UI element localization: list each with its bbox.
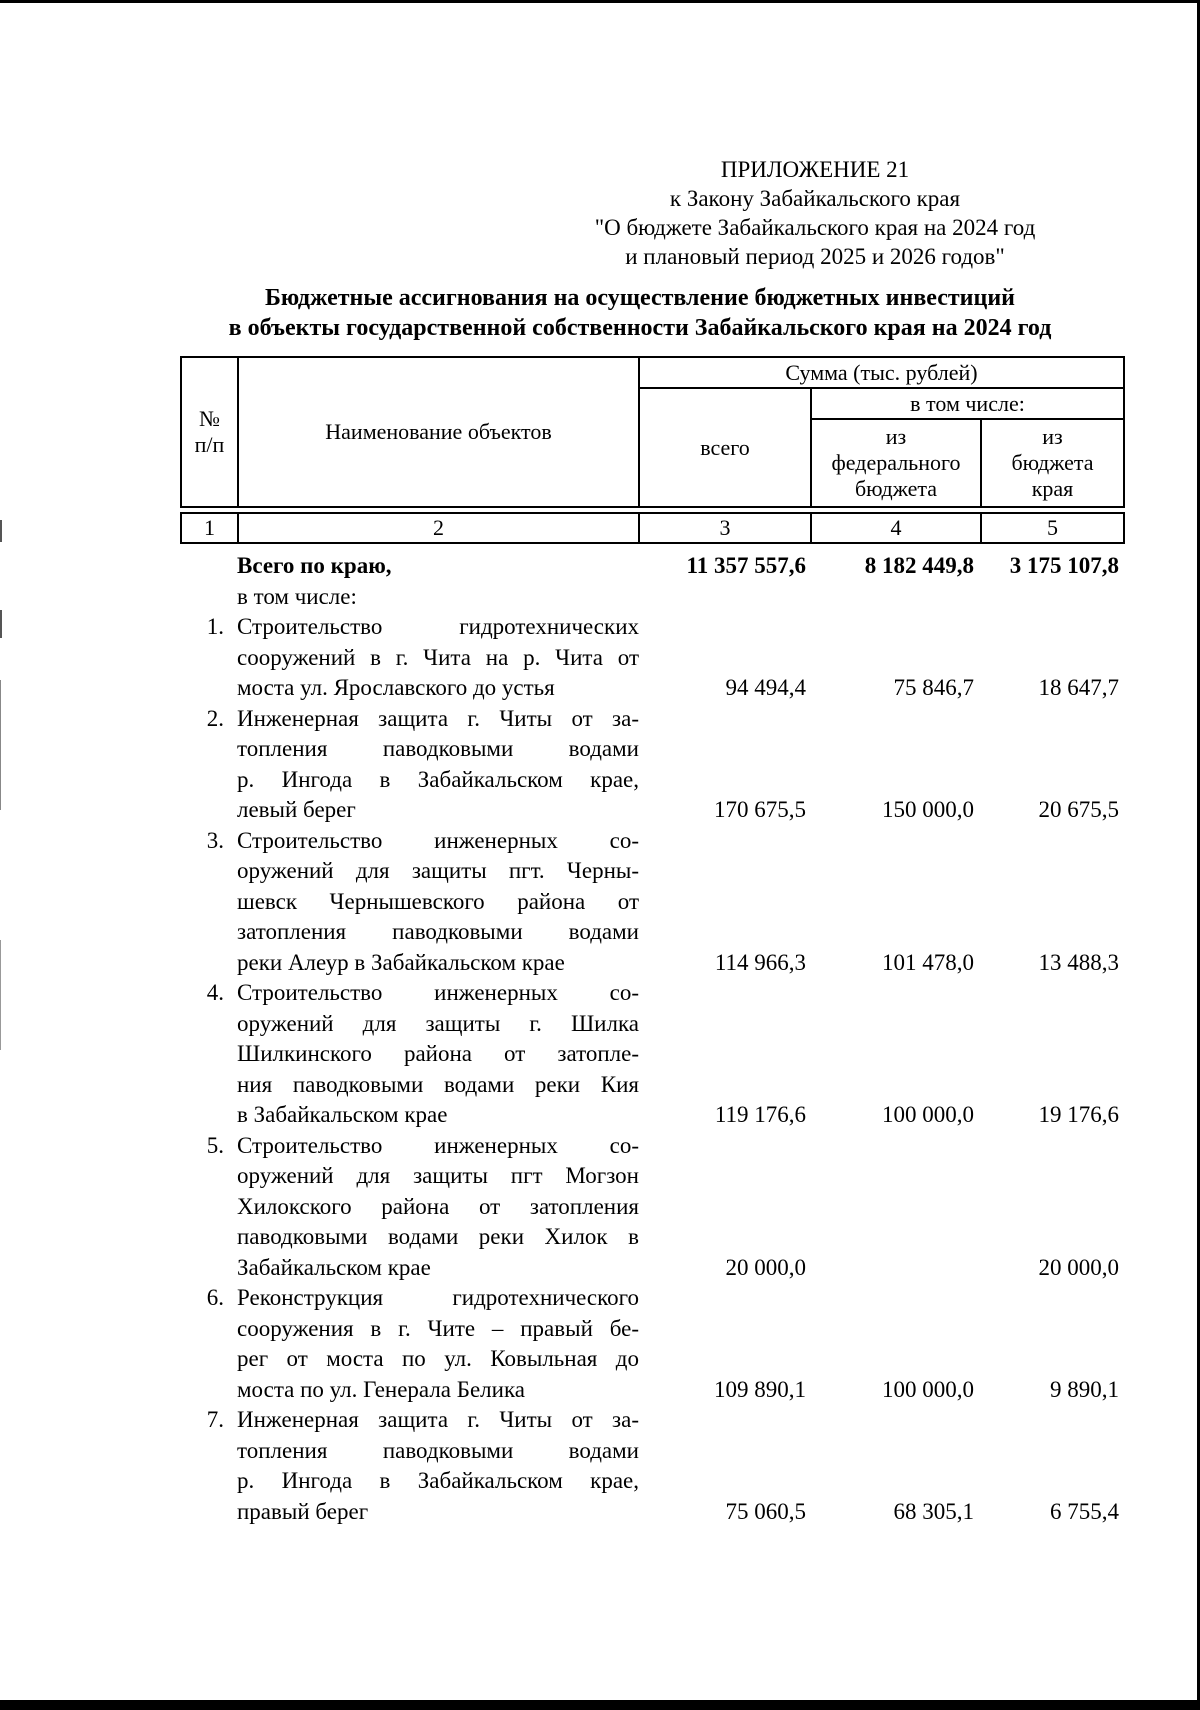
margin-scan-mark (0, 940, 1, 1050)
row-regional: 9 890,1 (1050, 1376, 1119, 1402)
row-name-line: Инженерная защита г. Читы от за- (237, 705, 639, 731)
row-name (237, 612, 639, 704)
row-name-line: левый берег (237, 797, 356, 822)
row-name-line: р. Ингода в Забайкальском крае, (237, 766, 639, 792)
page-border-bottom (0, 1700, 1200, 1710)
row-number: 1. (206, 614, 224, 639)
appendix-line: к Закону Забайкальского края (669, 186, 961, 211)
row-name-line: шевск Чернышевского района от (237, 888, 639, 914)
row-name-line: в Забайкальском крае (237, 1102, 448, 1127)
header-total: всего (639, 388, 811, 507)
row-regional: 20 000,0 (1038, 1254, 1119, 1280)
row-total: 75 060,5 (725, 1498, 806, 1524)
row-name-line: рег от моста по ул. Ковыльная до (237, 1346, 639, 1371)
row-total: 109 890,1 (714, 1376, 806, 1402)
row-name (237, 1131, 639, 1284)
row-name-line: оружений для защиты пгт. Черны- (237, 858, 639, 883)
row-name-line: Строительство инженерных со- (237, 980, 639, 1005)
page-border-top (0, 0, 1200, 3)
row-name (237, 826, 639, 979)
row-name-line: р. Ингода в Забайкальском крае, (237, 1468, 639, 1493)
row-name-line: сооружения в г. Чите – правый бе- (237, 1315, 639, 1341)
column-number: 4 (811, 513, 981, 543)
appendix-line: "О бюджете Забайкальского края на 2024 год (594, 215, 1036, 240)
row-name (237, 704, 639, 826)
including-label: в том числе: (237, 584, 357, 609)
grand-total-value: 11 357 557,6 (686, 553, 806, 578)
row-name-line: Инженерная защита г. Читы от за- (237, 1407, 639, 1432)
row-name-line: моста по ул. Генерала Белика (237, 1376, 526, 1402)
row-total: 114 966,3 (714, 949, 806, 975)
row-number: 6. (206, 1285, 224, 1310)
row-federal: 68 305,1 (893, 1498, 974, 1524)
document-title (160, 283, 1120, 343)
title-line: Бюджетные ассигнования на осуществление бюджетных инвестиций (265, 285, 1015, 311)
row-name-line: топления паводковыми водами (237, 736, 639, 761)
row-name-line: ния паводковыми водами реки Кия (237, 1071, 639, 1097)
row-regional: 13 488,3 (1038, 949, 1119, 975)
column-number: 5 (981, 513, 1124, 543)
row-name-line: Строительство инженерных со- (237, 1132, 639, 1158)
header-federal: из федерального бюджета (811, 419, 981, 507)
row-name-line: топления паводковыми водами (237, 1437, 639, 1463)
row-total: 170 675,5 (714, 797, 806, 822)
row-number: 7. (206, 1407, 224, 1432)
row-name (237, 1405, 639, 1527)
row-name-line: Шилкинского района от затопле- (237, 1041, 639, 1066)
grand-total-regional: 3 175 107,8 (1009, 553, 1119, 578)
row-federal: 100 000,0 (882, 1376, 974, 1402)
column-number: 2 (238, 513, 639, 543)
grand-total-label: Всего по краю, (237, 553, 392, 578)
title-line: в объекты государственной собственности Забайкальского края на 2024 год (228, 315, 1052, 341)
appendix-header (555, 155, 1075, 271)
header-num: № п/п (181, 357, 238, 507)
row-name-line: Хилокского района от затопления (237, 1193, 639, 1219)
row-total: 94 494,4 (725, 675, 806, 700)
row-name-line: Забайкальском крае (237, 1254, 431, 1280)
row-name-line: Реконструкция гидротехнического (237, 1285, 639, 1310)
row-name (237, 1283, 639, 1405)
header-including: в том числе: (811, 388, 1124, 419)
row-regional: 19 176,6 (1038, 1102, 1119, 1127)
row-name-line: Строительство инженерных со- (237, 827, 639, 853)
row-name-line: оружений для защиты г. Шилка (237, 1010, 639, 1036)
row-number: 4. (206, 980, 224, 1005)
row-number: 5. (206, 1132, 224, 1158)
row-regional: 20 675,5 (1038, 797, 1119, 822)
row-name-line: правый берег (237, 1498, 369, 1524)
appendix-title: ПРИЛОЖЕНИЕ 21 (720, 157, 910, 182)
row-name-line: затопления паводковыми водами (237, 919, 639, 944)
row-name-line: Строительство гидротехнических (237, 614, 639, 639)
row-name-line: реки Алеур в Забайкальском крае (237, 949, 565, 975)
header-regional: из бюджета края (981, 419, 1124, 507)
row-name-line: сооружений в г. Чита на р. Чита от (237, 644, 639, 670)
row-name-line: моста ул. Ярославского до устья (237, 675, 555, 700)
row-number: 3. (206, 827, 224, 853)
table-header (180, 356, 1125, 544)
row-name-line: паводковыми водами реки Хилок в (237, 1224, 639, 1249)
margin-scan-mark (0, 680, 1, 810)
row-regional: 6 755,4 (1050, 1498, 1119, 1524)
row-regional: 18 647,7 (1038, 675, 1119, 700)
row-federal: 100 000,0 (882, 1102, 974, 1127)
margin-scan-mark (0, 520, 2, 542)
row-name-line: оружений для защиты пгт Могзон (237, 1163, 639, 1188)
row-federal: 150 000,0 (882, 797, 974, 822)
margin-scan-mark (0, 610, 2, 638)
row-total: 119 176,6 (714, 1102, 806, 1127)
header-sum: Сумма (тыс. рублей) (639, 357, 1124, 388)
row-name (237, 978, 639, 1131)
grand-total-federal: 8 182 449,8 (864, 553, 974, 578)
row-total: 20 000,0 (725, 1254, 806, 1280)
header-name: Наименование объектов (238, 357, 639, 507)
row-number: 2. (206, 705, 224, 731)
appendix-line: и плановый период 2025 и 2026 годов" (625, 244, 1005, 269)
row-federal: 75 846,7 (893, 675, 974, 700)
row-federal: 101 478,0 (882, 949, 974, 975)
column-number: 3 (639, 513, 811, 543)
column-number: 1 (181, 513, 238, 543)
